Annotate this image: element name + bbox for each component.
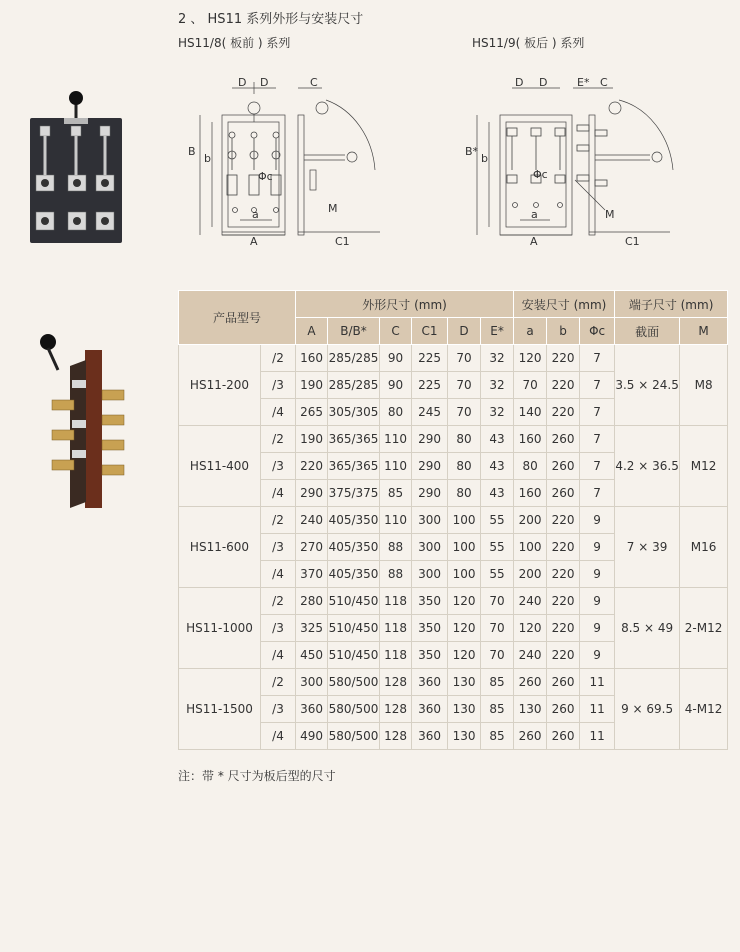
table-cell: 260 — [547, 480, 580, 507]
table-row — [179, 507, 728, 534]
label-c1: C1 — [625, 235, 640, 245]
table-cell: 290 — [412, 480, 448, 507]
table-cell: 220 — [296, 453, 328, 480]
rear-switch-photo — [30, 330, 130, 510]
table-cell: 9 — [580, 642, 615, 669]
table-cell: 360 — [296, 696, 328, 723]
table-cell: 55 — [481, 561, 514, 588]
label-d-2: D — [539, 76, 548, 89]
table-cell: 120 — [448, 615, 481, 642]
table-cell: /2 — [261, 588, 296, 615]
table-cell: 55 — [481, 534, 514, 561]
table-cell: 85 — [380, 480, 412, 507]
table-cell: 265 — [296, 399, 328, 426]
table-cell: 7 — [580, 453, 615, 480]
table-cell: 120 — [448, 588, 481, 615]
label-a-lower: a — [531, 208, 538, 221]
table-cell: 240 — [514, 642, 547, 669]
table-cell: 128 — [380, 669, 412, 696]
table-cell: 220 — [547, 561, 580, 588]
terminal-section: 4.2 × 36.5 — [615, 426, 680, 507]
terminal-m: 4-M12 — [680, 669, 728, 750]
label-phi-c: Φc — [258, 170, 273, 183]
terminal-section: 9 × 69.5 — [615, 669, 680, 750]
table-cell: 32 — [481, 345, 514, 372]
table-cell: 190 — [296, 372, 328, 399]
table-cell: /3 — [261, 453, 296, 480]
table-cell: 325 — [296, 615, 328, 642]
table-row — [179, 426, 728, 453]
table-cell: 360 — [412, 696, 448, 723]
table-cell: 88 — [380, 534, 412, 561]
table-cell: 280 — [296, 588, 328, 615]
table-cell: /2 — [261, 426, 296, 453]
label-d-2: D — [260, 76, 269, 89]
table-cell: 9 — [580, 507, 615, 534]
header-terminal: 端子尺寸 (mm) — [615, 291, 728, 318]
table-cell: 285/285 — [328, 345, 380, 372]
table-cell: 510/450 — [328, 615, 380, 642]
table-cell: 360 — [412, 669, 448, 696]
table-cell: 365/365 — [328, 426, 380, 453]
rear-board-dimension-diagram — [465, 60, 685, 245]
table-cell: 405/350 — [328, 507, 380, 534]
label-e-star: E* — [577, 76, 590, 89]
table-cell: 200 — [514, 507, 547, 534]
table-cell: 100 — [448, 561, 481, 588]
table-cell: 300 — [412, 507, 448, 534]
table-cell: 7 — [580, 372, 615, 399]
table-cell: 300 — [296, 669, 328, 696]
table-cell: 9 — [580, 615, 615, 642]
table-cell: 11 — [580, 669, 615, 696]
table-cell: 360 — [412, 723, 448, 750]
table-cell: 220 — [547, 534, 580, 561]
table-cell: /3 — [261, 615, 296, 642]
table-cell: 130 — [448, 669, 481, 696]
table-cell: 285/285 — [328, 372, 380, 399]
table-cell: 200 — [514, 561, 547, 588]
table-cell: 43 — [481, 480, 514, 507]
table-cell: 11 — [580, 723, 615, 750]
table-cell: 9 — [580, 534, 615, 561]
label-m: M — [328, 202, 338, 215]
table-cell: 130 — [448, 723, 481, 750]
table-cell: /3 — [261, 696, 296, 723]
table-cell: 160 — [296, 345, 328, 372]
label-m: M — [605, 208, 615, 221]
table-row — [179, 669, 728, 696]
subheader-cell: C1 — [412, 318, 448, 345]
table-cell: 580/500 — [328, 723, 380, 750]
table-cell: 350 — [412, 588, 448, 615]
table-cell: 300 — [412, 534, 448, 561]
table-cell: 85 — [481, 669, 514, 696]
table-cell: 490 — [296, 723, 328, 750]
table-cell: 260 — [514, 669, 547, 696]
table-cell: 100 — [448, 534, 481, 561]
table-cell: 160 — [514, 480, 547, 507]
table-cell: 110 — [380, 507, 412, 534]
table-cell: 160 — [514, 426, 547, 453]
header-outline: 外形尺寸 (mm) — [296, 291, 514, 318]
table-cell: 110 — [380, 453, 412, 480]
header-model: 产品型号 — [179, 291, 296, 345]
table-cell: 80 — [448, 453, 481, 480]
table-cell: 130 — [514, 696, 547, 723]
table-cell: /3 — [261, 372, 296, 399]
table-cell: 190 — [296, 426, 328, 453]
table-cell: 260 — [547, 453, 580, 480]
table-cell: 9 — [580, 561, 615, 588]
table-cell: 290 — [296, 480, 328, 507]
subheader-cell: Φc — [580, 318, 615, 345]
table-cell: 9 — [580, 588, 615, 615]
table-cell: 7 — [580, 426, 615, 453]
table-cell: 580/500 — [328, 669, 380, 696]
table-cell: /4 — [261, 561, 296, 588]
table-cell: 7 — [580, 480, 615, 507]
section-title: 2 、 HS11 系列外形与安装尺寸 — [178, 12, 364, 27]
table-cell: 80 — [514, 453, 547, 480]
label-a-upper: A — [250, 235, 258, 245]
table-cell: 110 — [380, 426, 412, 453]
table-cell: /2 — [261, 345, 296, 372]
table-cell: 300 — [412, 561, 448, 588]
table-cell: 100 — [514, 534, 547, 561]
label-c: C — [600, 76, 608, 89]
table-cell: 11 — [580, 696, 615, 723]
table-cell: 510/450 — [328, 642, 380, 669]
spec-table — [178, 290, 728, 750]
table-cell: 70 — [481, 588, 514, 615]
label-d-1: D — [238, 76, 247, 89]
table-cell: 118 — [380, 642, 412, 669]
table-cell: 220 — [547, 372, 580, 399]
label-a-upper: A — [530, 235, 538, 245]
front-switch-photo — [30, 90, 122, 245]
terminal-m: M8 — [680, 345, 728, 426]
subheader-cell: E* — [481, 318, 514, 345]
subheader-cell: D — [448, 318, 481, 345]
terminal-m: M16 — [680, 507, 728, 588]
table-cell: 32 — [481, 372, 514, 399]
table-cell: 120 — [514, 345, 547, 372]
table-cell: 128 — [380, 723, 412, 750]
terminal-section: 8.5 × 49 — [615, 588, 680, 669]
table-row — [179, 345, 728, 372]
table-cell: 580/500 — [328, 696, 380, 723]
table-cell: 7 — [580, 399, 615, 426]
table-cell: 70 — [448, 372, 481, 399]
table-cell: 220 — [547, 399, 580, 426]
model-name: HS11-400 — [179, 426, 261, 507]
table-cell: 85 — [481, 723, 514, 750]
table-cell: 80 — [448, 480, 481, 507]
terminal-section: 7 × 39 — [615, 507, 680, 588]
table-cell: 130 — [448, 696, 481, 723]
table-cell: 70 — [481, 642, 514, 669]
label-b-star: B* — [465, 145, 479, 158]
label-c1: C1 — [335, 235, 350, 245]
table-cell: 220 — [547, 345, 580, 372]
table-cell: 220 — [547, 588, 580, 615]
table-cell: 140 — [514, 399, 547, 426]
table-cell: 88 — [380, 561, 412, 588]
table-cell: 260 — [547, 696, 580, 723]
subheader-cell: B/B* — [328, 318, 380, 345]
table-cell: 43 — [481, 453, 514, 480]
table-cell: 225 — [412, 372, 448, 399]
table-cell: /3 — [261, 534, 296, 561]
table-cell: 260 — [547, 723, 580, 750]
label-a-lower: a — [252, 208, 259, 221]
table-cell: 290 — [412, 453, 448, 480]
table-cell: 70 — [481, 615, 514, 642]
table-cell: 450 — [296, 642, 328, 669]
label-b-upper: B — [188, 145, 196, 158]
table-cell: 305/305 — [328, 399, 380, 426]
table-cell: 32 — [481, 399, 514, 426]
table-cell: /4 — [261, 399, 296, 426]
table-cell: 85 — [481, 696, 514, 723]
table-cell: /4 — [261, 642, 296, 669]
table-cell: 118 — [380, 588, 412, 615]
table-cell: 70 — [448, 399, 481, 426]
table-cell: /4 — [261, 480, 296, 507]
table-cell: 260 — [547, 669, 580, 696]
table-cell: 80 — [448, 426, 481, 453]
label-b-lower: b — [204, 152, 211, 165]
model-name: HS11-600 — [179, 507, 261, 588]
model-name: HS11-200 — [179, 345, 261, 426]
table-cell: 43 — [481, 426, 514, 453]
label-c: C — [310, 76, 318, 89]
table-cell: 270 — [296, 534, 328, 561]
table-cell: 240 — [296, 507, 328, 534]
table-cell: 350 — [412, 615, 448, 642]
table-cell: 120 — [514, 615, 547, 642]
footnote: 注：带 * 尺寸为板后型的尺寸 — [178, 769, 336, 783]
table-cell: /2 — [261, 507, 296, 534]
subheader-cell: A — [296, 318, 328, 345]
table-cell: 405/350 — [328, 534, 380, 561]
subheader-cell: 截面 — [615, 318, 680, 345]
terminal-m: 2-M12 — [680, 588, 728, 669]
table-cell: 510/450 — [328, 588, 380, 615]
label-d-1: D — [515, 76, 524, 89]
table-cell: 375/375 — [328, 480, 380, 507]
table-cell: 245 — [412, 399, 448, 426]
label-phi-c: Φc — [533, 168, 548, 181]
table-cell: 350 — [412, 642, 448, 669]
terminal-m: M12 — [680, 426, 728, 507]
subheader-cell: C — [380, 318, 412, 345]
table-cell: 220 — [547, 642, 580, 669]
label-b-lower: b — [481, 152, 488, 165]
table-cell: 70 — [448, 345, 481, 372]
table-cell: 55 — [481, 507, 514, 534]
header-mount: 安装尺寸 (mm) — [514, 291, 615, 318]
model-name: HS11-1500 — [179, 669, 261, 750]
table-cell: 290 — [412, 426, 448, 453]
table-cell: 70 — [514, 372, 547, 399]
terminal-section: 3.5 × 24.5 — [615, 345, 680, 426]
table-row — [179, 588, 728, 615]
table-cell: 100 — [448, 507, 481, 534]
table-cell: 118 — [380, 615, 412, 642]
table-cell: 220 — [547, 615, 580, 642]
table-cell: 90 — [380, 345, 412, 372]
table-cell: 405/350 — [328, 561, 380, 588]
table-cell: 225 — [412, 345, 448, 372]
table-cell: 220 — [547, 507, 580, 534]
table-cell: 7 — [580, 345, 615, 372]
subheader-cell: b — [547, 318, 580, 345]
table-cell: 365/365 — [328, 453, 380, 480]
table-cell: 128 — [380, 696, 412, 723]
subheader-cell: M — [680, 318, 728, 345]
rear-series-label: HS11/9( 板后 ) 系列 — [472, 36, 585, 50]
front-series-label: HS11/8( 板前 ) 系列 — [178, 36, 291, 50]
table-cell: 80 — [380, 399, 412, 426]
table-cell: 90 — [380, 372, 412, 399]
table-cell: /4 — [261, 723, 296, 750]
table-cell: 260 — [547, 426, 580, 453]
model-name: HS11-1000 — [179, 588, 261, 669]
front-board-dimension-diagram — [180, 60, 390, 245]
subheader-cell: a — [514, 318, 547, 345]
table-cell: 120 — [448, 642, 481, 669]
table-cell: 240 — [514, 588, 547, 615]
table-cell: 260 — [514, 723, 547, 750]
table-cell: /2 — [261, 669, 296, 696]
table-cell: 370 — [296, 561, 328, 588]
